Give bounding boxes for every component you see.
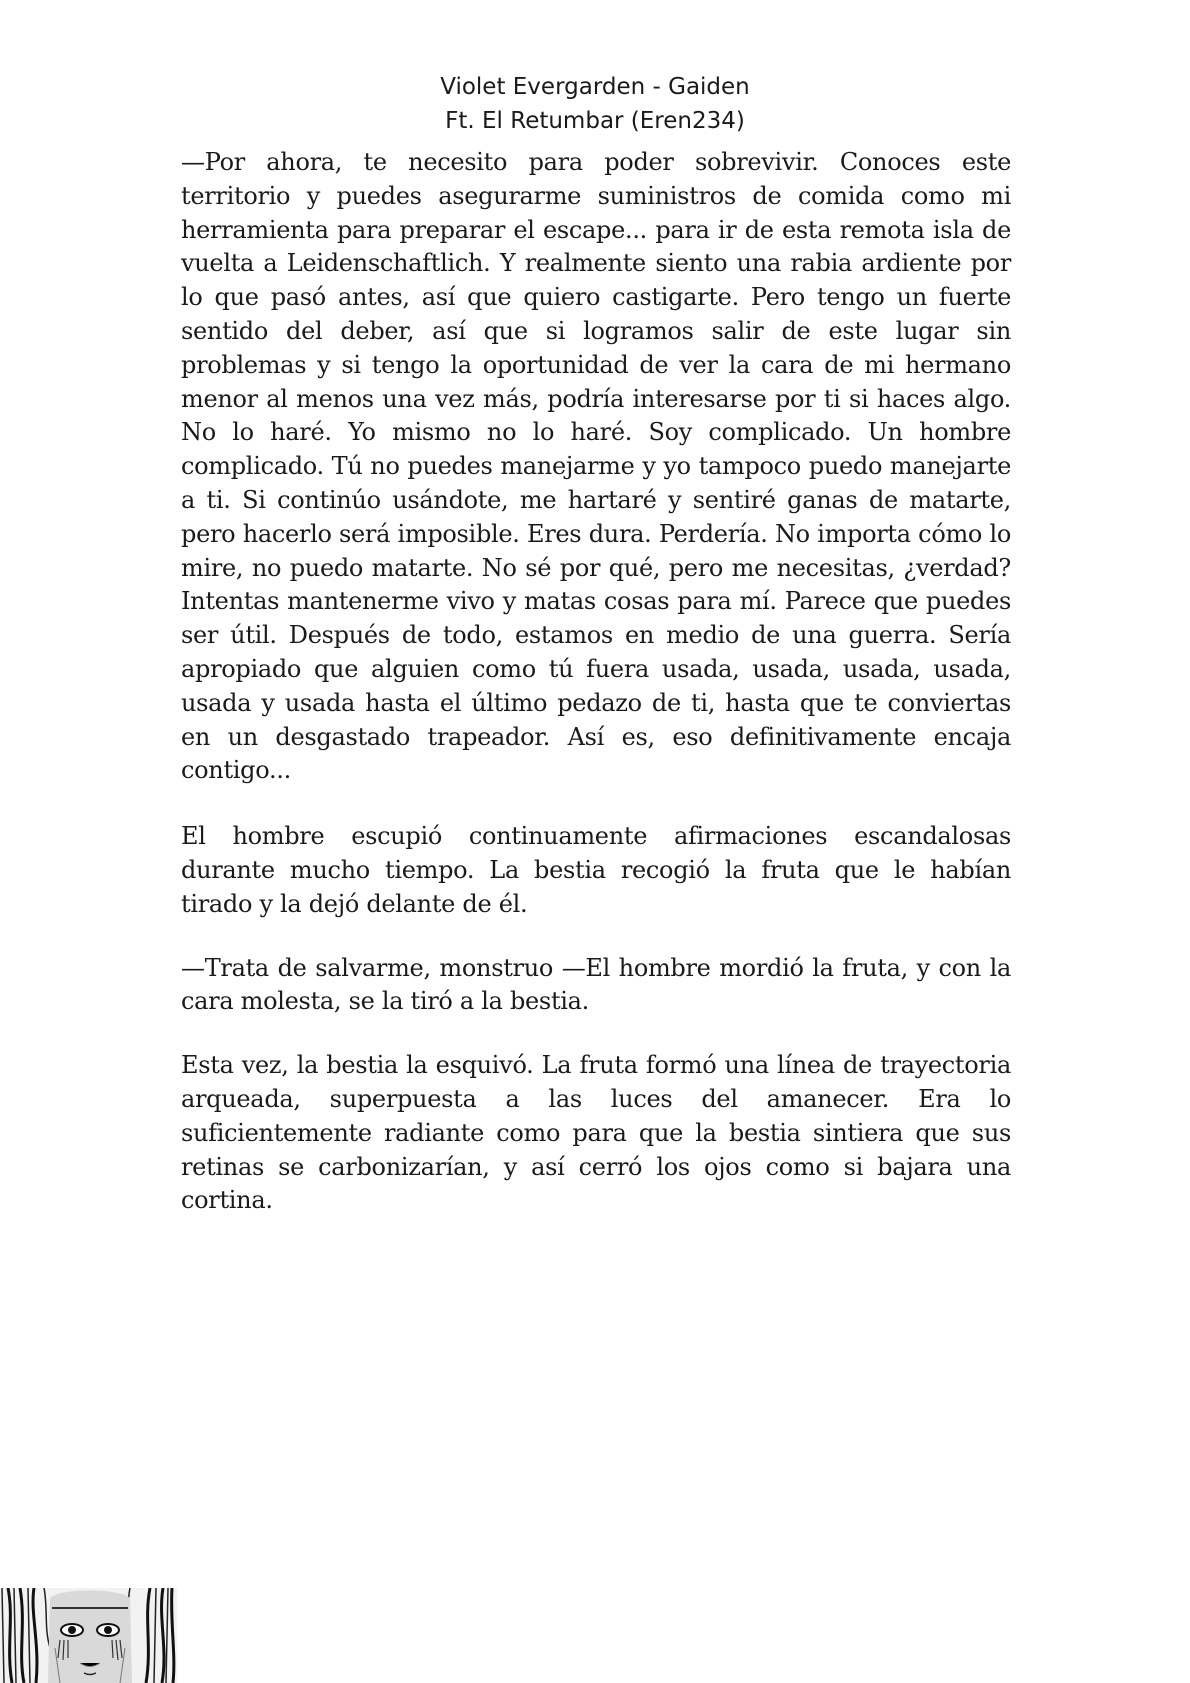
- paragraph-dialogue-2: —Trata de salvarme, monstruo —El hombre mordió la fruta, y con la cara molesta, se la tiró a la bestia.: [181, 953, 1011, 1016]
- paragraph-narration-2: Esta vez, la bestia la esquivó. La fruta formó una línea de trayectoria arqueada, superpuesta a las luces del amanecer. Era lo suficientemente radiante como para que la bestia sintiera que sus retinas se carbonizarían, y así cerró los ojos como si bajara una cortina.: [181, 1051, 1011, 1215]
- document-subtitle: Ft. El Retumbar (Eren234): [445, 108, 745, 134]
- paragraph-dialogue-1: —Por ahora, te necesito para poder sobrevivir. Conoces este territorio y puedes asegurarme suministros de comida como mi herramienta para preparar el escape... para ir de esta remota isla de vuelta a Leidenschaftlich. Y realmente siento una rabia ardiente por lo que pasó antes, así que quiero castigarte. Pero tengo un fuerte sentido del deber, así que si logramos salir de este lugar sin problemas y si tengo la oportunidad de ver la cara de mi hermano menor al menos una vez más, podría interesarse por ti si haces algo. No lo haré. Yo mismo no lo haré. Soy complicado. Un hombre complicado. Tú no puedes manejarme y yo tampoco puedo manejarte a ti. Si continúo usándote, me hartaré y sentiré ganas de matarte, pero hacerlo será imposible. Eres dura. Perdería. No importa cómo lo mire, no puedo matarte. No sé por qué, pero me necesitas, ¿verdad? Intentas mantenerme vivo y matas cosas para mí. Parece que puedes ser útil. Después de todo, estamos en medio de una guerra. Sería apropiado que alguien como tú fuera usada, usada, usada, usada, usada y usada hasta el último pedazo de ti, hasta que te conviertas en un desgastado trapeador. Así es, eso definitivamente encaja contigo...: [181, 148, 1011, 785]
- page-header: [0, 70, 1190, 138]
- manga-portrait-illustration: [0, 1588, 177, 1683]
- story-text: [181, 146, 1011, 1248]
- document-title: Violet Evergarden - Gaiden: [440, 74, 750, 100]
- paragraph-narration-1: El hombre escupió continuamente afirmaciones escandalosas durante mucho tiempo. La bestia recogió la fruta que le habían tirado y la dejó delante de él.: [181, 822, 1011, 918]
